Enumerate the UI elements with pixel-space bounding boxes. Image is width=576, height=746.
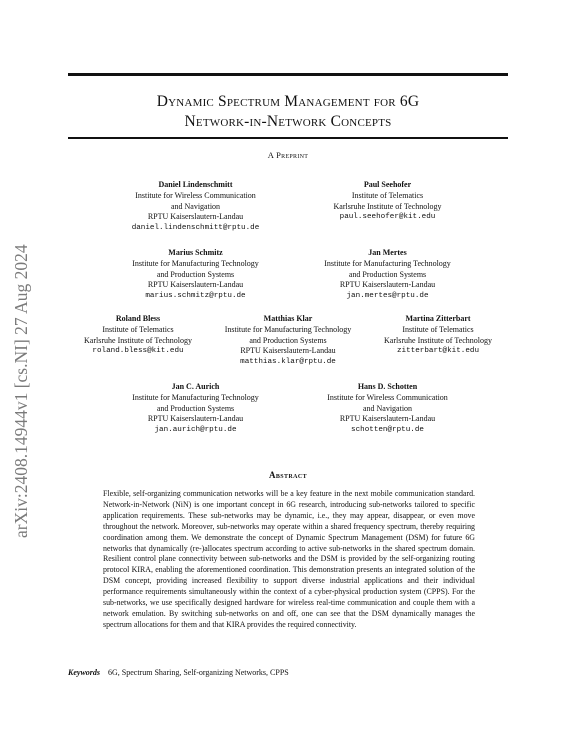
abstract-heading: Abstract	[268, 470, 308, 480]
author-affiliation: Institute for Manufacturing Technology	[224, 324, 352, 334]
author-affiliation: and Production Systems	[348, 269, 427, 279]
author-block	[68, 314, 208, 357]
author-block	[108, 180, 283, 234]
author-affiliation: RPTU Kaiserslautern-Landau	[240, 346, 336, 356]
author-name: Paul Seehofer	[363, 180, 412, 189]
author-block	[300, 180, 475, 223]
author-affiliation: RPTU Kaiserslautern-Landau	[339, 414, 436, 424]
author-affiliation: Institute of Telematics	[102, 324, 174, 334]
author-email[interactable]: daniel.lindenschmitt@rptu.de	[131, 224, 260, 233]
author-name: Martina Zitterbart	[405, 314, 471, 323]
keywords-label: Keywords	[68, 668, 100, 677]
author-name: Daniel Lindenschmitt	[158, 180, 233, 189]
author-block	[208, 314, 368, 368]
author-block	[300, 382, 475, 436]
title-rule-top	[68, 73, 508, 76]
author-email[interactable]: jan.aurich@rptu.de	[154, 426, 237, 435]
author-affiliation: Karlsruhe Institute of Technology	[84, 335, 192, 345]
author-block	[300, 248, 475, 302]
author-email[interactable]: marius.schmitz@rptu.de	[145, 292, 246, 301]
author-email[interactable]: schotten@rptu.de	[351, 426, 424, 435]
author-email[interactable]: jan.mertes@rptu.de	[346, 292, 429, 301]
author-name: Marius Schmitz	[168, 248, 223, 257]
author-affiliation: Institute for Manufacturing Technology	[324, 258, 451, 268]
author-email[interactable]: zitterbart@kit.edu	[396, 347, 480, 356]
author-affiliation: Karlsruhe Institute of Technology	[333, 201, 442, 211]
abstract-body: Flexible, self-organizing communication networks will be a key feature in the next mobile communication standard. Network-in-Network (NiN) is one important concept in 6G research, introducing sub-networks tailored to specific application requirements. These sub-networks may be dynamic, i.e., they may appear, disappear, or even move throughout the network. Moreover, sub-networks may operate within a shared frequency spectrum, thereby requiring coordination among them. We demonstrate the concept of Dynamic Spectrum Management (DSM) for future 6G networks that dynamically (re-)allocates spectrum according to active sub-networks in the shared spectrum domain. Resilient control plane connectivity between sub-networks and the DSM is provided by the self-organizing routing protocol KIRA, enabling the aforementioned coordination. This demonstration presents an integrated solution of the DSM concept, providing increased flexibility to support diverse industrial applications and their individual performance requirements simultaneously within the context of a cyber-physical production system (CPPS). For the sub-networks, we use specifically designed hardware for wireless real-time communication and couple them with a network emulation. By switching sub-networks on and off, one can see that the DSM dynamically manages the spectrum allocations for them and that KIRA provides the required connectivity.	[103, 489, 475, 629]
author-name: Hans D. Schotten	[357, 382, 418, 391]
title-line-1: Dynamic Spectrum Management for 6G	[156, 93, 420, 110]
author-name: Matthias Klar	[263, 314, 313, 323]
author-email[interactable]: paul.seehofer@kit.edu	[339, 213, 436, 222]
author-name: Jan C. Aurich	[171, 382, 220, 391]
author-affiliation: Institute for Wireless Communication	[135, 190, 256, 200]
author-affiliation: and Production Systems	[249, 335, 327, 345]
author-affiliation: Karlsruhe Institute of Technology	[384, 335, 492, 345]
preprint-label: A Preprint	[267, 150, 309, 160]
keywords	[68, 668, 508, 677]
author-name: Roland Bless	[115, 314, 161, 323]
paper-title	[68, 92, 508, 132]
title-line-2: Network-in-Network Concepts	[184, 113, 392, 130]
arxiv-stamp-text: arXiv:2408.14944v1 [cs.NI] 27 Aug 2024	[11, 244, 31, 538]
author-affiliation: Institute for Manufacturing Technology	[132, 392, 259, 402]
author-name: Jan Mertes	[368, 248, 407, 257]
title-rule-bottom	[68, 137, 508, 139]
author-block	[108, 382, 283, 436]
author-affiliation: and Production Systems	[156, 269, 235, 279]
author-affiliation: Institute of Telematics	[402, 324, 474, 334]
author-email[interactable]: roland.bless@kit.edu	[92, 347, 184, 356]
author-affiliation: and Production Systems	[156, 403, 235, 413]
author-affiliation: RPTU Kaiserslautern-Landau	[147, 280, 244, 290]
author-affiliation: and Navigation	[170, 201, 221, 211]
arxiv-stamp	[6, 215, 36, 540]
author-affiliation: Institute of Telematics	[351, 190, 424, 200]
author-affiliation: RPTU Kaiserslautern-Landau	[147, 414, 244, 424]
author-affiliation: RPTU Kaiserslautern-Landau	[339, 280, 436, 290]
author-affiliation: Institute for Wireless Communication	[327, 392, 448, 402]
author-affiliation: RPTU Kaiserslautern-Landau	[147, 212, 244, 222]
author-email[interactable]: matthias.klar@rptu.de	[240, 358, 336, 367]
keywords-text: 6G, Spectrum Sharing, Self-organizing Networks, CPPS	[108, 668, 289, 677]
author-block	[108, 248, 283, 302]
author-affiliation: and Navigation	[362, 403, 413, 413]
author-block	[368, 314, 508, 357]
author-affiliation: Institute for Manufacturing Technology	[132, 258, 259, 268]
